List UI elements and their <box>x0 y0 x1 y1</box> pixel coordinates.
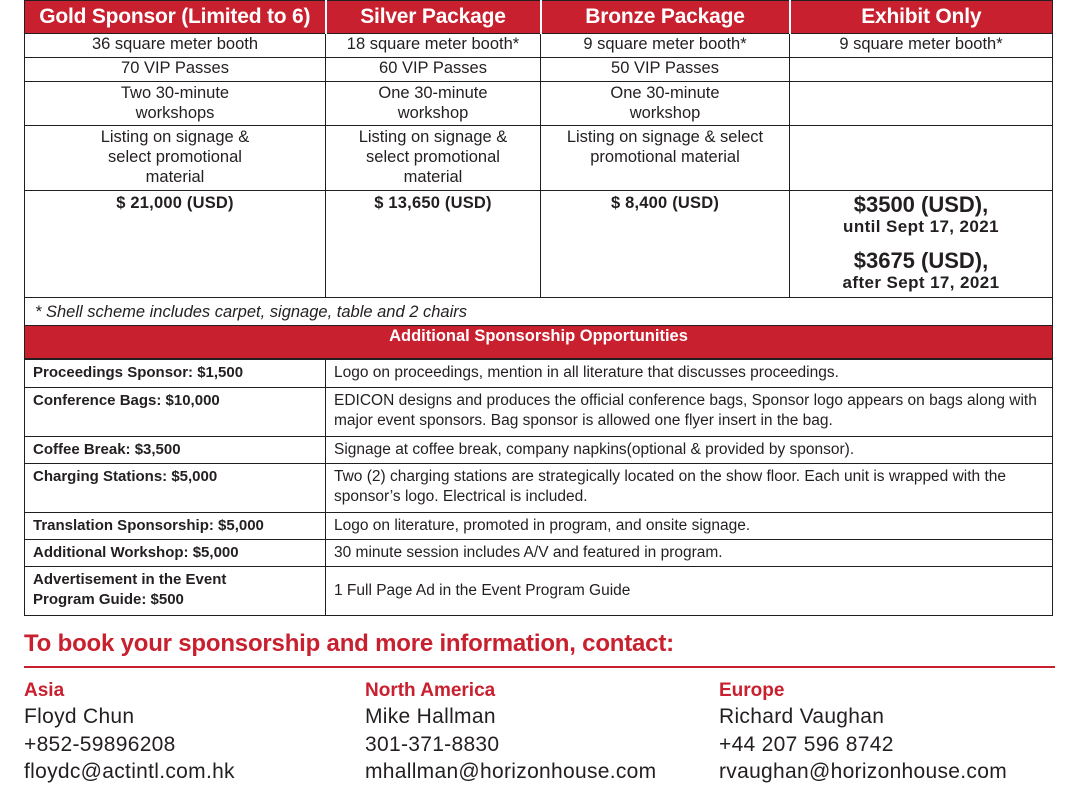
footnote-row <box>25 298 1053 326</box>
bronze-price: $ 8,400 (USD) <box>541 191 790 298</box>
package-header-row <box>25 1 1053 34</box>
bronze-header: Bronze Package <box>541 1 790 34</box>
contact-north-america <box>365 679 656 786</box>
option-name: Translation Sponsorship: $5,000 <box>25 513 326 540</box>
option-description: 1 Full Page Ad in the Event Program Guide <box>326 567 1053 616</box>
contact-name: Floyd Chun <box>24 705 135 728</box>
bronze-workshops <box>541 82 790 126</box>
table-row <box>25 360 1053 388</box>
silver-workshops-text: One 30-minute workshop <box>378 84 488 122</box>
exhibit-price <box>790 191 1053 298</box>
silver-workshops <box>326 82 541 126</box>
contact-phone[interactable]: +852-59896208 <box>24 732 176 756</box>
exhibit-workshops <box>790 82 1053 126</box>
contact-phone[interactable]: 301-371-8830 <box>365 732 500 756</box>
contact-heading: To book your sponsorship and more information, contact: <box>24 630 674 657</box>
workshops-row <box>25 82 1053 126</box>
shell-scheme-footnote: * Shell scheme includes carpet, signage, table and 2 chairs <box>25 298 1053 326</box>
region-label: Asia <box>24 680 65 701</box>
passes-row <box>25 58 1053 82</box>
gold-passes: 70 VIP Passes <box>25 58 326 82</box>
package-table <box>24 0 1053 359</box>
additional-title-row <box>25 326 1053 359</box>
bronze-workshops-text: One 30-minute workshop <box>610 84 720 122</box>
silver-listing-text: Listing on signage & select promotional material <box>358 128 508 186</box>
bronze-booth: 9 square meter booth* <box>541 34 790 58</box>
option-description: Signage at coffee break, company napkins(optional & provided by sponsor). <box>326 437 1053 464</box>
option-name: Charging Stations: $5,000 <box>25 464 326 513</box>
contact-asia <box>24 679 235 786</box>
exhibit-early-price <box>790 193 1052 237</box>
region-label: Europe <box>719 680 785 701</box>
region-label: North America <box>365 680 496 701</box>
contact-name: Mike Hallman <box>365 705 496 728</box>
booth-row <box>25 34 1053 58</box>
exhibit-early-amount: $3500 (USD), <box>853 192 989 217</box>
contact-europe <box>719 679 1007 786</box>
silver-listing <box>326 126 541 191</box>
table-row <box>25 388 1053 437</box>
option-name: Conference Bags: $10,000 <box>25 388 326 437</box>
table-row <box>25 464 1053 513</box>
exhibit-passes <box>790 58 1053 82</box>
additional-title: Additional Sponsorship Opportunities <box>25 326 1053 359</box>
gold-booth: 36 square meter booth <box>25 34 326 58</box>
exhibit-late-note: after Sept 17, 2021 <box>842 273 1000 292</box>
table-row <box>25 540 1053 567</box>
contact-email[interactable]: mhallman@horizonhouse.com <box>365 760 657 783</box>
listing-row <box>25 126 1053 191</box>
silver-price: $ 13,650 (USD) <box>326 191 541 298</box>
option-description: Logo on proceedings, mention in all literature that discusses proceedings. <box>326 360 1053 388</box>
option-name: Additional Workshop: $5,000 <box>25 540 326 567</box>
gold-price: $ 21,000 (USD) <box>25 191 326 298</box>
price-row <box>25 191 1053 298</box>
option-name <box>25 567 326 616</box>
option-description: Logo on literature, promoted in program, and onsite signage. <box>326 513 1053 540</box>
table-row <box>25 437 1053 464</box>
gold-listing <box>25 126 326 191</box>
option-description: Two (2) charging stations are strategically located on the show floor. Each unit is wrapped with the sponsor’s logo. Electrical is included. <box>326 464 1053 513</box>
table-row <box>25 567 1053 616</box>
option-description: 30 minute session includes A/V and featured in program. <box>326 540 1053 567</box>
contact-email[interactable]: floydc@actintl.com.hk <box>24 760 235 783</box>
exhibit-header: Exhibit Only <box>790 1 1053 34</box>
gold-workshops-text: Two 30-minute workshops <box>120 84 230 122</box>
gold-listing-text: Listing on signage & select promotional material <box>100 128 250 186</box>
exhibit-late-amount: $3675 (USD), <box>853 248 989 273</box>
table-row <box>25 513 1053 540</box>
bronze-listing <box>541 126 790 191</box>
exhibit-booth: 9 square meter booth* <box>790 34 1053 58</box>
silver-passes: 60 VIP Passes <box>326 58 541 82</box>
option-description: EDICON designs and produces the official conference bags, Sponsor logo appears on bags along with major event sponsors. Bag sponsor is allowed one flyer insert in the bag. <box>326 388 1053 437</box>
contact-phone[interactable]: +44 207 596 8742 <box>719 732 894 756</box>
silver-booth: 18 square meter booth* <box>326 34 541 58</box>
exhibit-early-note: until Sept 17, 2021 <box>843 217 999 236</box>
exhibit-late-price <box>790 249 1052 293</box>
additional-table <box>24 359 1053 616</box>
sponsorship-sheet <box>24 0 1052 616</box>
option-name-text: Advertisement in the Event Program Guide: $500 <box>33 571 227 608</box>
option-name: Proceedings Sponsor: $1,500 <box>25 360 326 388</box>
gold-header: Gold Sponsor (Limited to 6) <box>25 1 326 34</box>
bronze-passes: 50 VIP Passes <box>541 58 790 82</box>
silver-header: Silver Package <box>326 1 541 34</box>
contact-divider <box>24 666 1055 668</box>
contact-email[interactable]: rvaughan@horizonhouse.com <box>719 760 1007 783</box>
option-name: Coffee Break: $3,500 <box>25 437 326 464</box>
bronze-listing-text: Listing on signage & select promotional material <box>566 128 764 166</box>
exhibit-listing <box>790 126 1053 191</box>
gold-workshops <box>25 82 326 126</box>
contact-name: Richard Vaughan <box>719 705 885 728</box>
